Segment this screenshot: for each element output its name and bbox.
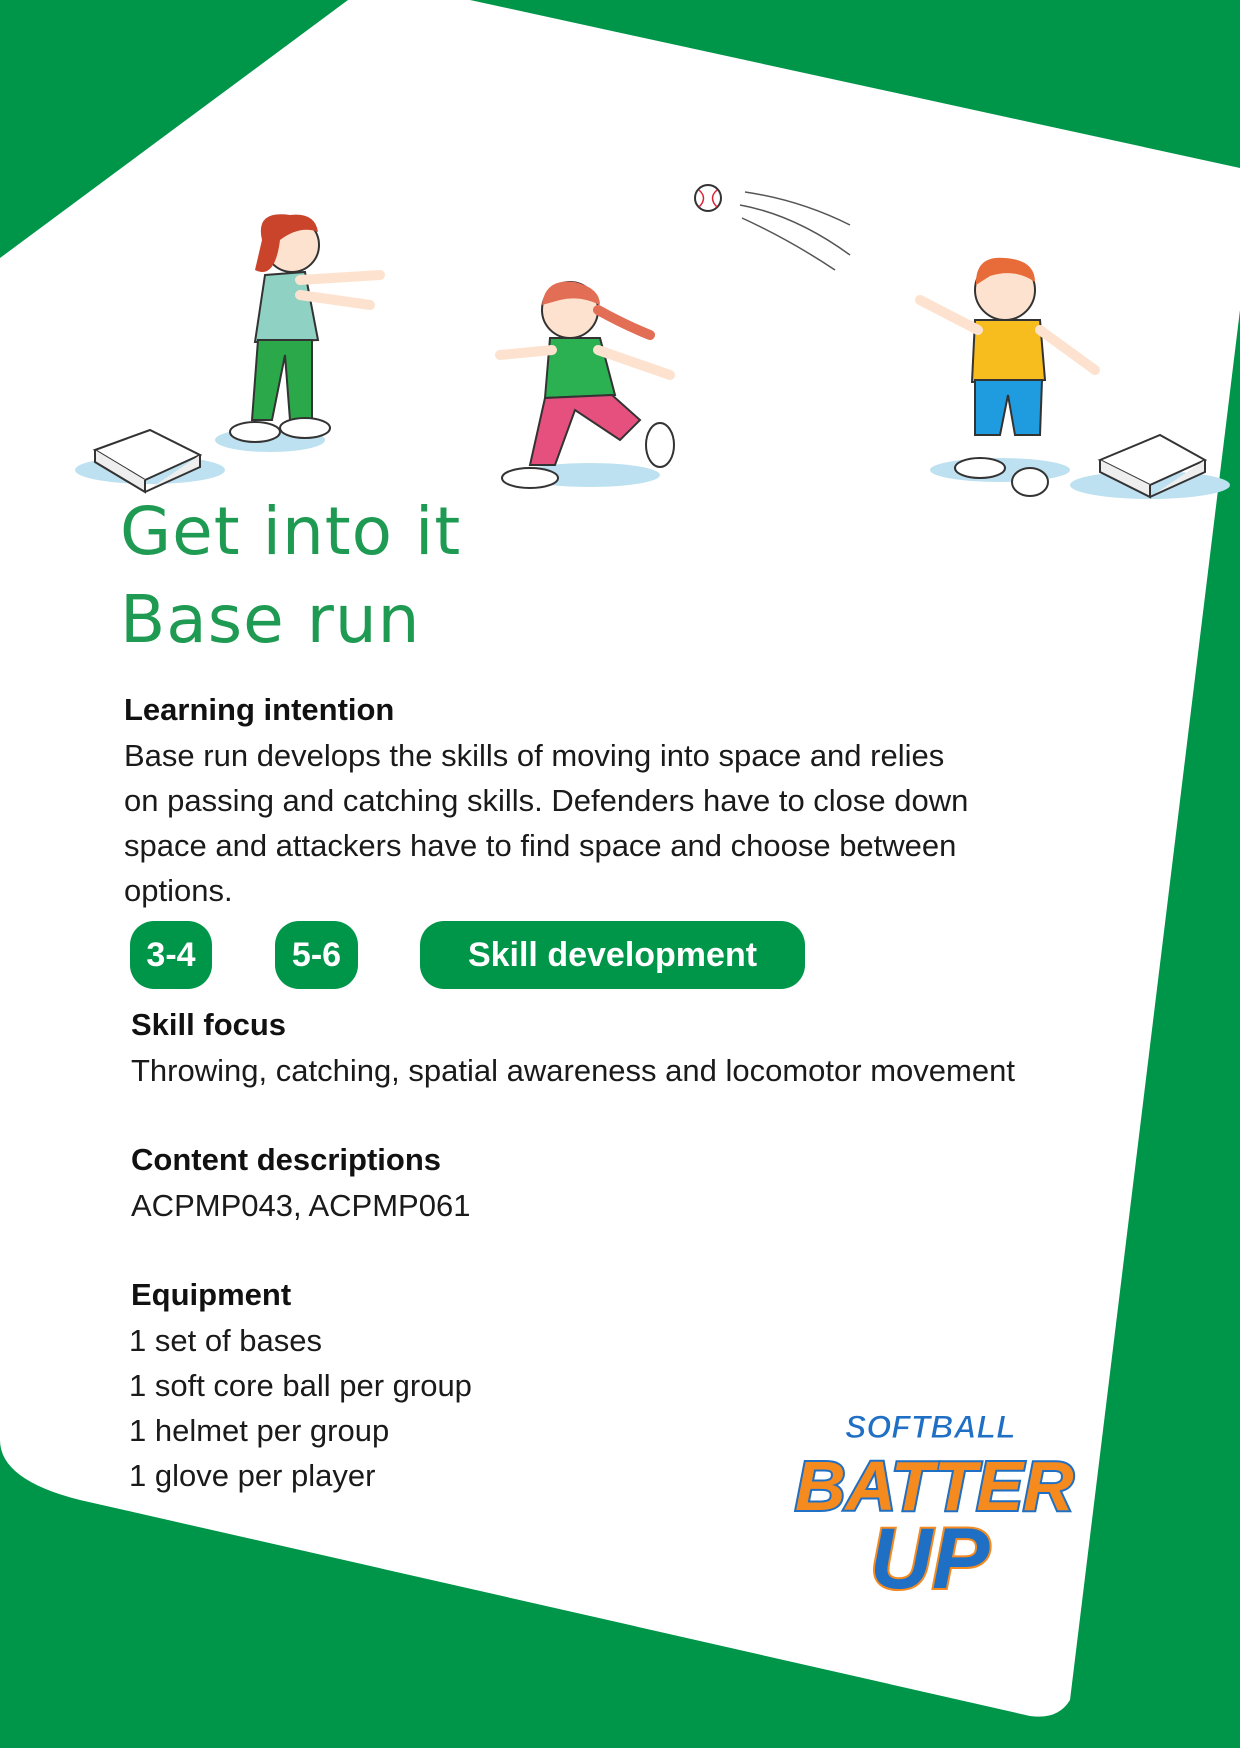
equipment-item: 1 set of bases (129, 1323, 323, 1358)
content-descriptions-text (131, 1183, 470, 1228)
left-base (75, 430, 225, 492)
equipment-list (129, 1318, 472, 1498)
year-level-badge-5-6: 5-6 (275, 921, 358, 989)
content-descriptions-heading: Content descriptions (131, 1142, 442, 1177)
child-middle (500, 281, 674, 488)
page-title (120, 488, 461, 664)
year-level-badge-3-4: 3-4 (130, 921, 212, 989)
skill-focus-line: Throwing, catching, spatial awareness and locomotor movement (131, 1053, 1015, 1088)
learning-intention-line: Base run develops the skills of moving into space and relies (124, 738, 945, 773)
softball-icon (695, 185, 850, 270)
content-descriptions-line: ACPMP043, ACPMP061 (131, 1188, 471, 1223)
learning-intention-line: space and attackers have to find space and choose between (124, 828, 957, 863)
skill-focus-text (131, 1048, 1015, 1093)
category-badge: Skill development (420, 921, 805, 989)
skill-focus-heading: Skill focus (131, 1007, 287, 1042)
learning-intention-line: on passing and catching skills. Defenders have to close down (124, 783, 969, 818)
learning-intention-heading: Learning intention (124, 692, 395, 727)
equipment-item: 1 soft core ball per group (129, 1368, 472, 1403)
right-base (1070, 435, 1230, 499)
title-line-2: Base run (120, 581, 421, 658)
title-line-1: Get into it (120, 493, 462, 570)
learning-intention-text (124, 733, 968, 913)
logo-line-2: BATTER (795, 1447, 1074, 1525)
learning-intention-line: options. (124, 873, 233, 908)
softball-batter-up-logo (785, 1400, 1074, 1607)
logo-line-3: UP (870, 1511, 990, 1607)
equipment-item: 1 helmet per group (129, 1413, 390, 1448)
equipment-item: 1 glove per player (129, 1458, 376, 1493)
equipment-heading: Equipment (131, 1277, 292, 1312)
child-left (215, 214, 380, 452)
logo-line-1: SOFTBALL (845, 1409, 1016, 1445)
child-right (920, 258, 1095, 496)
children-illustration (0, 0, 1240, 560)
